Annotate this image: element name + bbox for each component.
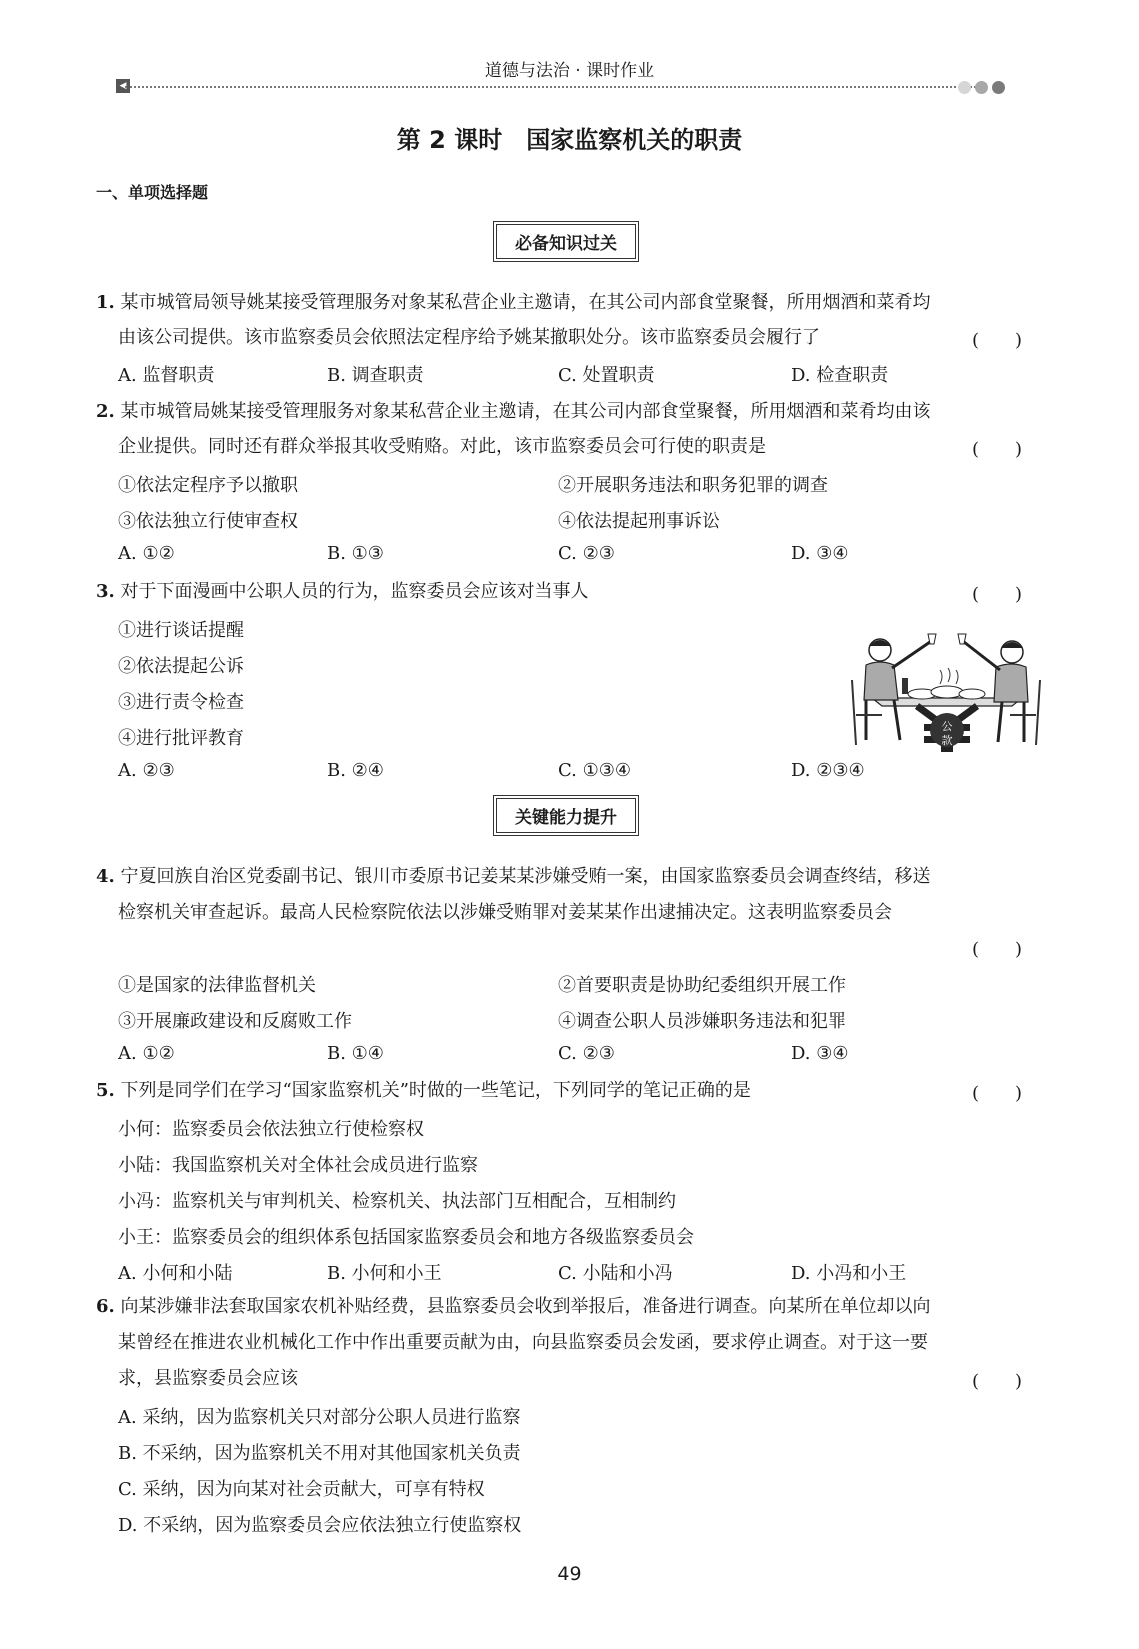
q5-note-1: 小何：监察委员会依法独立行使检察权 [118, 1119, 424, 1140]
q6-option-c[interactable]: C. 采纳，因为向某对社会贡献大，可享有特权 [118, 1479, 485, 1500]
q6-option-d[interactable]: D. 不采纳，因为监察委员会应依法独立行使监察权 [118, 1515, 522, 1536]
question-4-line-1 [96, 865, 931, 889]
header-dots [958, 79, 1009, 98]
q5-option-d[interactable]: D. 小冯和小王 [791, 1263, 907, 1284]
q4-option-c[interactable]: C. ②③ [558, 1043, 615, 1064]
q1-option-d[interactable]: D. 检查职责 [791, 365, 889, 386]
q4-option-d[interactable]: D. ③④ [791, 1043, 849, 1064]
question-6-line-3: 求，县监察委员会应该 [118, 1368, 298, 1389]
question-stem: 某市城管局领导姚某接受管理服务对象某私营企业主邀请，在其公司内部食堂聚餐，所用烟酒和菜肴均 [120, 292, 931, 313]
header-divider [125, 86, 980, 88]
question-2-line-1 [96, 400, 931, 424]
q5-note-4: 小王：监察委员会的组织体系包括国家监察委员会和地方各级监察委员会 [118, 1227, 694, 1248]
label-advanced-text: 关键能力提升 [496, 798, 636, 833]
label-basic-text: 必备知识过关 [496, 224, 636, 259]
question-6-line-2: 某曾经在推进农业机械化工作中作出重要贡献为由，向县监察委员会发函，要求停止调查。对于这一要 [118, 1332, 928, 1353]
header-title: 道德与法治 · 课时作业 [484, 61, 655, 81]
q1-option-b[interactable]: B. 调查职责 [327, 365, 424, 386]
q3-option-c[interactable]: C. ①③④ [558, 760, 631, 781]
answer-blank[interactable]: ( ) [972, 939, 1023, 960]
q4-option-a[interactable]: A. ①② [118, 1043, 175, 1064]
q4-option-b[interactable]: B. ①④ [327, 1043, 384, 1064]
q2-option-c[interactable]: C. ②③ [558, 543, 615, 564]
cartoon-text-2: 款 [941, 734, 953, 747]
q3-item-1: ①进行谈话提醒 [118, 620, 244, 641]
q2-item-4: ④依法提起刑事诉讼 [558, 511, 720, 532]
question-number: 3. [96, 581, 115, 602]
q3-item-2: ②依法提起公诉 [118, 656, 244, 677]
question-6-line-1 [96, 1295, 931, 1319]
q6-option-a[interactable]: A. 采纳，因为监察机关只对部分公职人员进行监察 [118, 1407, 521, 1428]
question-1-line-1 [96, 291, 931, 315]
header-dot-icon [992, 81, 1005, 94]
header-dot-icon [975, 81, 988, 94]
label-basic [493, 221, 639, 262]
question-stem: 对于下面漫画中公职人员的行为，监察委员会应该对当事人 [120, 581, 589, 602]
section-heading: 一、单项选择题 [96, 183, 209, 202]
q1-option-c[interactable]: C. 处置职责 [558, 365, 655, 386]
answer-blank[interactable]: ( ) [972, 1083, 1023, 1104]
q5-option-b[interactable]: B. 小何和小王 [327, 1263, 442, 1284]
answer-blank[interactable]: ( ) [972, 1371, 1023, 1392]
q3-item-3: ③进行责令检查 [118, 692, 244, 713]
q3-option-d[interactable]: D. ②③④ [791, 760, 865, 781]
question-number: 1. [96, 292, 115, 313]
question-number: 4. [96, 866, 115, 887]
q4-item-1: ①是国家的法律监督机关 [118, 975, 316, 996]
q2-item-1: ①依法定程序予以撤职 [118, 475, 298, 496]
cartoon-text-1: 公 [941, 720, 953, 733]
question-stem: 下列是同学们在学习“国家监察机关”时做的一些笔记，下列同学的笔记正确的是 [120, 1080, 751, 1101]
question-stem: 向某涉嫌非法套取国家农机补贴经费，县监察委员会收到举报后，准备进行调查。向某所在单位却以向 [120, 1296, 931, 1317]
answer-blank[interactable]: ( ) [972, 584, 1023, 605]
q2-item-2: ②开展职务违法和职务犯罪的调查 [558, 475, 828, 496]
q2-option-d[interactable]: D. ③④ [791, 543, 849, 564]
q4-item-3: ③开展廉政建设和反腐败工作 [118, 1011, 352, 1032]
q3-option-a[interactable]: A. ②③ [118, 760, 175, 781]
question-4-line-2: 检察机关审查起诉。最高人民检察院依法以涉嫌受贿罪对姜某某作出逮捕决定。这表明监察委员会 [118, 902, 892, 923]
lesson-title: 第 2 课时 国家监察机关的职责 [396, 126, 743, 154]
header-dot-icon [958, 81, 971, 94]
q1-option-a[interactable]: A. 监督职责 [118, 365, 215, 386]
q3-item-4: ④进行批评教育 [118, 728, 244, 749]
q5-option-a[interactable]: A. 小何和小陆 [118, 1263, 233, 1284]
answer-blank[interactable]: ( ) [972, 330, 1023, 351]
q5-option-c[interactable]: C. 小陆和小冯 [558, 1263, 673, 1284]
label-advanced [493, 795, 639, 836]
page-number: 49 [557, 1563, 582, 1585]
question-stem: 某市城管局姚某接受管理服务对象某私营企业主邀请，在其公司内部食堂聚餐，所用烟酒和菜肴均由该 [120, 401, 931, 422]
question-number: 6. [96, 1296, 115, 1317]
q5-note-3: 小冯：监察机关与审判机关、检察机关、执法部门互相配合，互相制约 [118, 1191, 676, 1212]
question-stem: 宁夏回族自治区党委副书记、银川市委原书记姜某某涉嫌受贿一案，由国家监察委员会调查终结，移送 [120, 866, 931, 887]
question-2-line-2: 企业提供。同时还有群众举报其收受贿赂。对此，该市监察委员会可行使的职责是 [118, 436, 766, 457]
q2-item-3: ③依法独立行使审查权 [118, 511, 298, 532]
q3-option-b[interactable]: B. ②④ [327, 760, 384, 781]
cartoon-image [842, 620, 1047, 755]
q2-option-b[interactable]: B. ①③ [327, 543, 384, 564]
q2-option-a[interactable]: A. ①② [118, 543, 175, 564]
question-3-line-1 [96, 580, 589, 604]
question-number: 5. [96, 1080, 115, 1101]
question-5-line-1 [96, 1079, 751, 1103]
question-1-line-2: 由该公司提供。该市监察委员会依照法定程序给予姚某撤职处分。该市监察委员会履行了 [118, 327, 820, 348]
header-arrow-icon: ◀ [116, 79, 130, 93]
answer-blank[interactable]: ( ) [972, 439, 1023, 460]
q4-item-2: ②首要职责是协助纪委组织开展工作 [558, 975, 846, 996]
q6-option-b[interactable]: B. 不采纳，因为监察机关不用对其他国家机关负责 [118, 1443, 521, 1464]
q5-note-2: 小陆：我国监察机关对全体社会成员进行监察 [118, 1155, 478, 1176]
question-number: 2. [96, 401, 115, 422]
q4-item-4: ④调查公职人员涉嫌职务违法和犯罪 [558, 1011, 846, 1032]
